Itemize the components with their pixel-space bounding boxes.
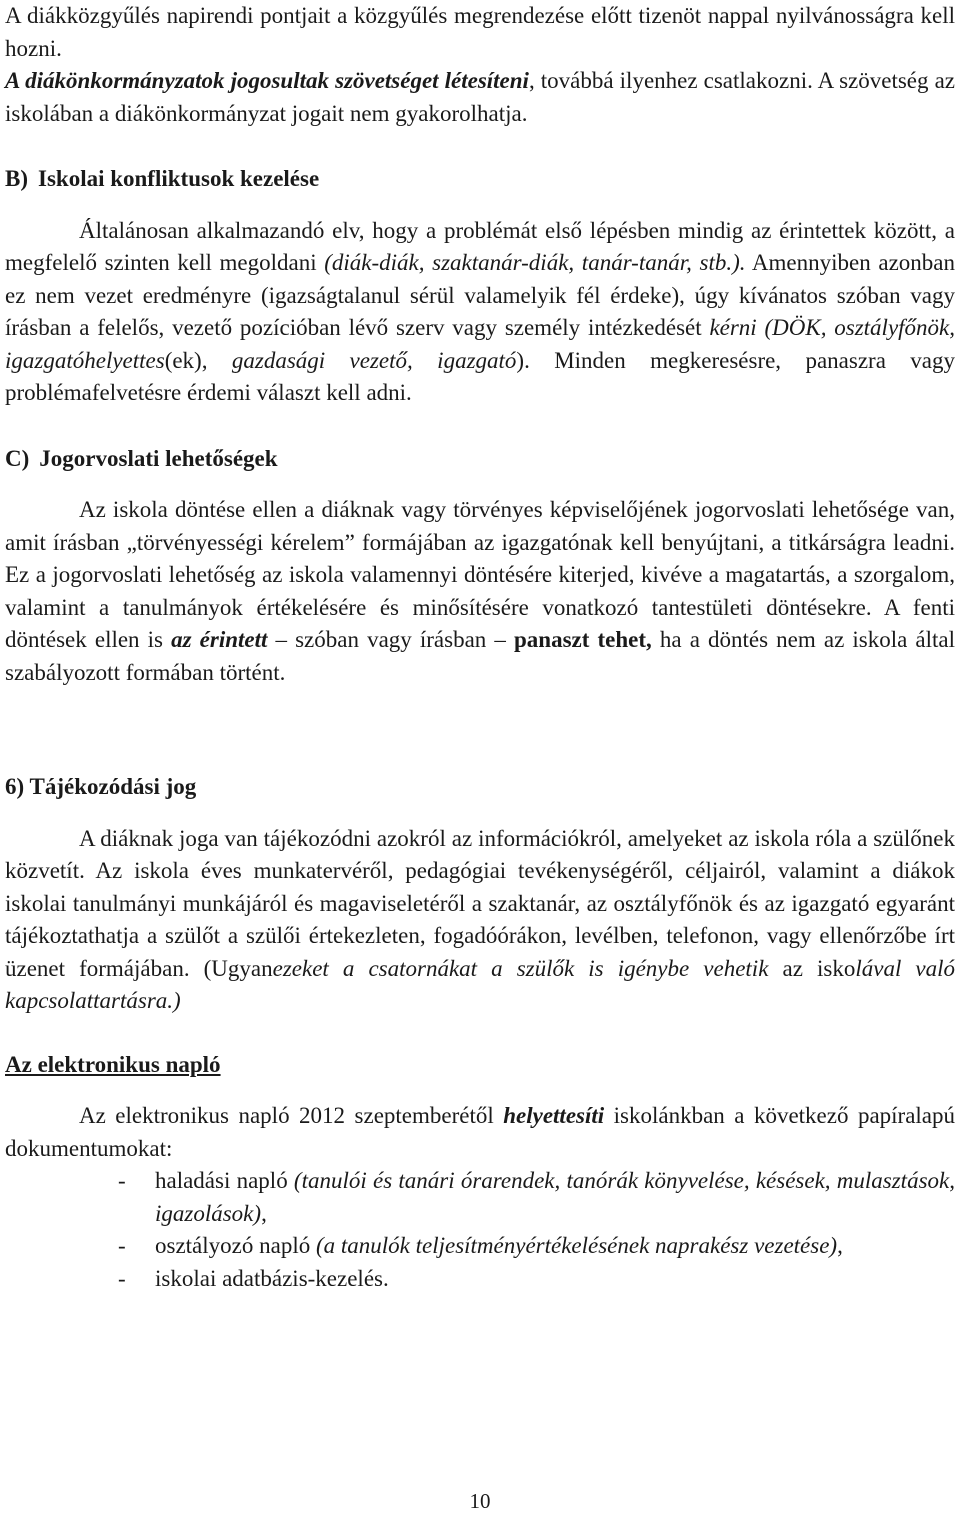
section-b-text-1: Általánosan alkalmazandó elv, hogy a problémát első lépésben mindig az érintettek között, a megfelelő szinten kell megoldani [5,217,955,275]
section-b-italic-3: gazdasági vezető, igazgató [231,347,517,373]
list-item [5,1263,955,1296]
section-b-heading [5,163,955,196]
enaplo-text-1: Az elektronikus napló 2012 szeptemberétől [79,1103,504,1128]
section-6-italic-2: lával való kapcsolattartásra.) [5,955,956,1013]
intro-emphasis: A diákönkormányzatok jogosultak szövetséget létesíteni [5,68,529,93]
section-c-text-1: Az iskola döntése ellen a diáknak vagy törvényes képviselőjének jogorvoslati lehetősége van, amit írásban „törvényességi kérelem” formájában az igazgatónak kell benyújtani, a titkárságra leadni. Ez a jogorvoslati lehetőség az iskola valamennyi döntésére kiterjed, kivéve a magatartás, a szorgalom, valamint a tanulmányok értékelésére és minősítésére vonatkozó tantestületi döntésekre. A fenti döntések ellen is [5,497,955,652]
enaplo-text-end: iskolánkban a következő papíralapú dokumentumokat: [5,1103,956,1161]
section-b-italic-2: kérni (DÖK, osztályfőnök, igazgatóhelyettes [5,315,955,373]
section-c-heading [5,443,955,476]
page-number: 10 [469,1489,491,1513]
section-b-text-ek: (ek), [164,347,232,373]
intro-paragraph-2-rest: , továbbá ilyenhez csatlakozni. A szövetség az iskolában a diákönkormányzat jogait nem gyakorolhatja. [5,68,955,126]
section-c-bold: panaszt tehet, [514,627,652,652]
list-dash: - [118,1168,126,1193]
list-item [5,1230,955,1263]
list-item-italic: (a tanulók teljesítményértékelésének naprakész vezetése) [315,1233,838,1258]
list-dash: - [118,1265,126,1291]
section-6-heading: 6) Tájékozódási jog [5,774,197,799]
section-6-text-mid: az isko [768,955,856,981]
section-b-paragraph [5,215,955,410]
list-item-text: osztályozó napló [155,1233,316,1258]
intro-paragraph-2 [5,65,955,130]
enaplo-heading: Az elektronikus napló [5,1051,221,1077]
list-item-tail: , [261,1200,267,1226]
section-b-italic-1: (diák-diák, szaktanár-diák, tanár-tanár, stb.). [324,250,746,275]
enaplo-emphasis: helyettesíti [503,1103,605,1128]
section-c-paragraph [5,494,955,689]
section-c-text-mid: – szóban vagy írásban – [267,627,514,652]
list-item [5,1165,955,1230]
page-content [5,0,955,1295]
list-item-text: haladási napló [155,1168,294,1193]
section-6-text-1: A diáknak joga van tájékozódni azokról az információkról, amelyeket az iskola róla a szülőnek közvetít. Az iskola éves munkatervéről, pedagógiai tevékenységéről, céljairól, valamint a diákok iskolai tanulmányi munkájáról és magaviseletéről a szaktanár, az osztályfőnök és az igazgató egyaránt tájékoztathatja a szülőt a szülői értekezleten, fogadóórákon, levélben, telefonon, vagy ellenőrzőbe írt üzenet formájában. (Ugyan [5,825,955,981]
section-6-italic-1: ezeket a csatornákat a szülők is igénybe vehetik [272,955,769,981]
section-b-label: B) [5,166,28,191]
list-dash: - [118,1233,126,1258]
section-c-emphasis: az érintett [171,627,268,652]
section-c-text-end: ha a döntés nem az iskola által szabályozott formában történt. [5,627,956,685]
enaplo-list [5,1165,955,1295]
intro-paragraph-1: A diákközgyűlés napirendi pontjait a közgyűlés megrendezése előtt tizenöt nappal nyilvánosságra kell hozni. [5,3,955,61]
list-item-italic: (tanulói és tanári órarendek, tanórák könyvelése, késések, mulasztások, igazolások) [155,1168,955,1226]
enaplo-paragraph [5,1100,955,1165]
section-c-title: Jogorvoslati lehetőségek [39,445,278,471]
list-item-text: iskolai adatbázis-kezelés. [155,1265,389,1291]
section-b-title: Iskolai konfliktusok kezelése [38,166,320,191]
section-b-text-2: Amennyiben azonban ez nem vezet eredményre (igazságtalanul sérül valamelyik fél érdeke), úgy kívánatos szóban vagy írásban a felelős, vezető pozícióban lévő szerv vagy személy intézkedését [5,250,955,340]
section-b-text-end: ). Minden megkeresésre, panaszra vagy problémafelvetésre érdemi választ kell adni. [5,347,955,405]
list-item-tail: , [837,1233,843,1258]
section-6-paragraph [5,823,955,1018]
section-c-label: C) [5,445,30,471]
